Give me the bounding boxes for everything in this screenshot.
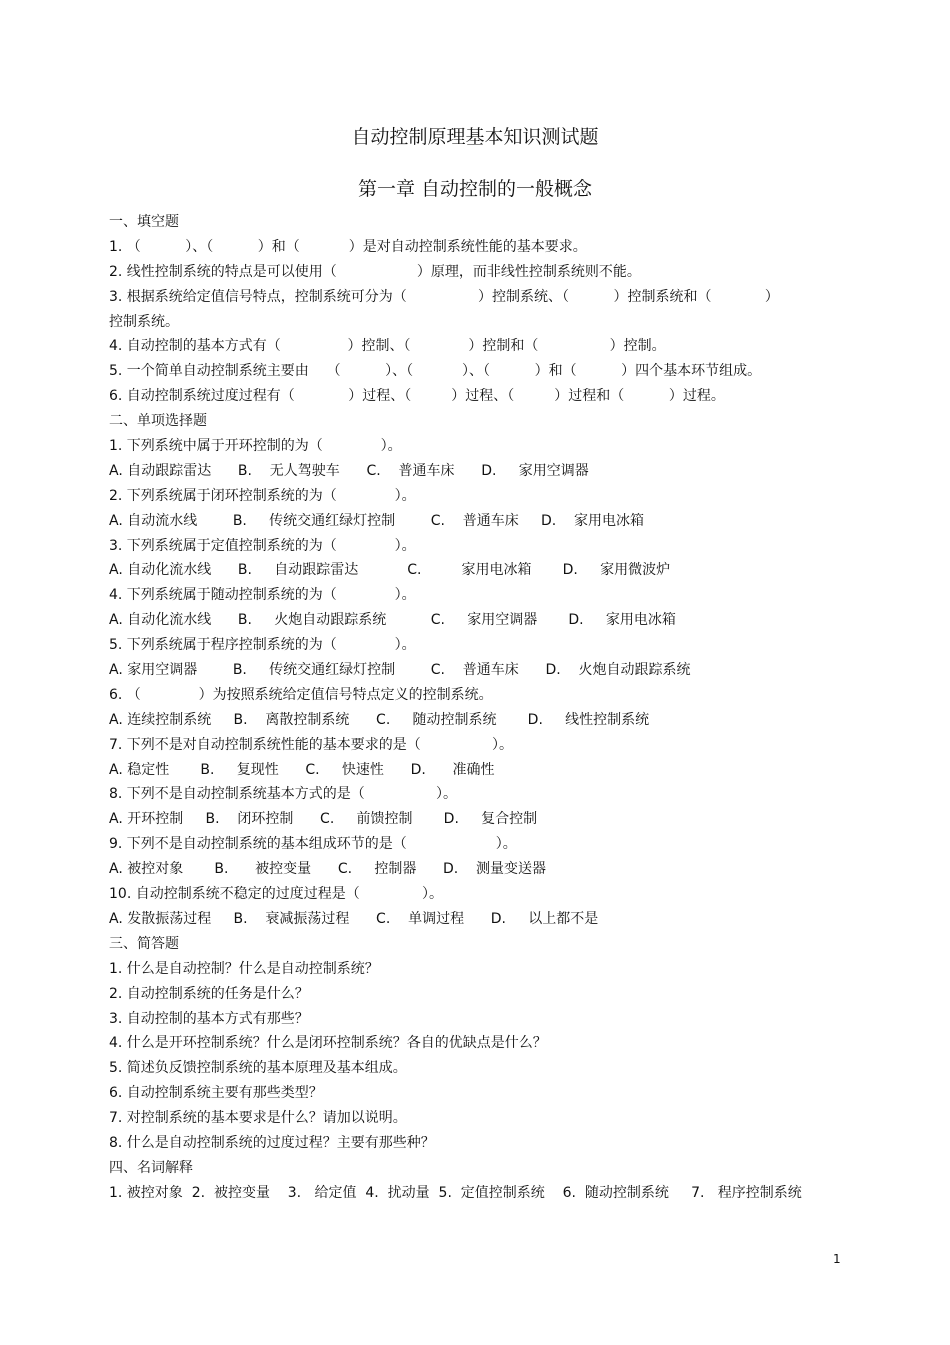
text-line: 7. 对控制系统的基本要求是什么？请加以说明。 [109, 1110, 407, 1127]
text-line: 5. 下列系统属于程序控制系统的为（ ）。 [109, 637, 416, 654]
text-line: 8. 什么是自动控制系统的过度过程？主要有那些种？ [109, 1134, 435, 1151]
document-body [109, 210, 849, 1206]
text-line: A. 自动化流水线 B. 火炮自动跟踪系统 C. 家用空调器 D. 家用电冰箱 [109, 612, 676, 629]
text-line: 1. 被控对象 2. 被控变量 3. 给定值 4. 扰动量 5. 定值控制系统 6. 随动控制系统 7. 程序控制系统 [109, 1184, 802, 1201]
text-line: A. 连续控制系统 B. 离散控制系统 C. 随动控制系统 D. 线性控制系统 [109, 711, 650, 728]
text-line: A. 自动流水线 B. 传统交通红绿灯控制 C. 普通车床 D. 家用电冰箱 [109, 512, 645, 529]
text-line: 4. 自动控制的基本方式有（ ）控制、（ ）控制和（ ）控制。 [109, 338, 666, 355]
text-line: 10. 自动控制系统不稳定的过度过程是（ ）。 [109, 886, 444, 903]
text-line: 4. 什么是开环控制系统？什么是闭环控制系统？各自的优缺点是什么？ [109, 1035, 547, 1052]
text-line: A. 自动化流水线 B. 自动跟踪雷达 C. 家用电冰箱 D. 家用微波炉 [109, 562, 671, 579]
text-line: 4. 下列系统属于随动控制系统的为（ ）。 [109, 587, 416, 604]
text-line: 三、简答题 [109, 935, 179, 952]
text-line: 1. 什么是自动控制？什么是自动控制系统？ [109, 960, 379, 977]
text-line: 7. 下列不是对自动控制系统性能的基本要求的是（ ）。 [109, 736, 514, 753]
text-line: 6. （ ）为按照系统给定值信号特点定义的控制系统。 [109, 686, 493, 703]
text-line: 1. 下列系统中属于开环控制的为（ ）。 [109, 438, 402, 455]
text-line: 3. 自动控制的基本方式有那些？ [109, 1010, 309, 1027]
text-line: A. 被控对象 B. 被控变量 C. 控制器 D. 测量变送器 [109, 861, 547, 878]
document-title: 自动控制原理基本知识测试题 [351, 126, 599, 148]
page-number: 1 [833, 1252, 841, 1266]
text-line: 一、填空题 [109, 214, 179, 230]
text-line: A. 开环控制 B. 闭环控制 C. 前馈控制 D. 复合控制 [109, 811, 538, 828]
text-line: 5. 简述负反馈控制系统的基本原理及基本组成。 [109, 1060, 407, 1077]
chapter-heading: 第一章 自动控制的一般概念 [357, 178, 593, 200]
text-line: 6. 自动控制系统过度过程有（ ）过程、（ ）过程、（ ）过程和（ ）过程。 [109, 388, 725, 405]
text-line: 1. （ ）、（ ）和（ ）是对自动控制系统性能的基本要求。 [109, 238, 587, 255]
text-line: 9. 下列不是自动控制系统的基本组成环节的是（ ）。 [109, 836, 517, 853]
text-line: 2. 下列系统属于闭环控制系统的为（ ）。 [109, 487, 416, 504]
text-line: 二、单项选择题 [109, 413, 207, 430]
text-line: 2. 线性控制系统的特点是可以使用（ ）原理，而非线性控制系统则不能。 [109, 263, 641, 280]
text-line: 2. 自动控制系统的任务是什么？ [109, 985, 309, 1002]
text-line: A. 稳定性 B. 复现性 C. 快速性 D. 准确性 [109, 761, 495, 778]
text-line: A. 自动跟踪雷达 B. 无人驾驶车 C. 普通车床 D. 家用空调器 [109, 462, 589, 479]
text-line: A. 家用空调器 B. 传统交通红绿灯控制 C. 普通车床 D. 火炮自动跟踪系统 [109, 662, 691, 679]
text-line: 控制系统。 [109, 313, 179, 330]
text-line: 6. 自动控制系统主要有那些类型？ [109, 1085, 323, 1102]
text-line: 5. 一个简单自动控制系统主要由 （ ）、（ ）、（ ）和（ ）四个基本环节组成。 [109, 363, 762, 380]
text-line: A. 发散振荡过程 B. 衰减振荡过程 C. 单调过程 D. 以上都不是 [109, 910, 599, 927]
text-line: 3. 下列系统属于定值控制系统的为（ ）。 [109, 537, 416, 554]
text-line: 8. 下列不是自动控制系统基本方式的是（ ）。 [109, 786, 458, 803]
text-line: 四、名词解释 [109, 1159, 193, 1176]
text-line: 3. 根据系统给定值信号特点，控制系统可分为（ ）控制系统、（ ）控制系统和（ ） [109, 288, 779, 305]
